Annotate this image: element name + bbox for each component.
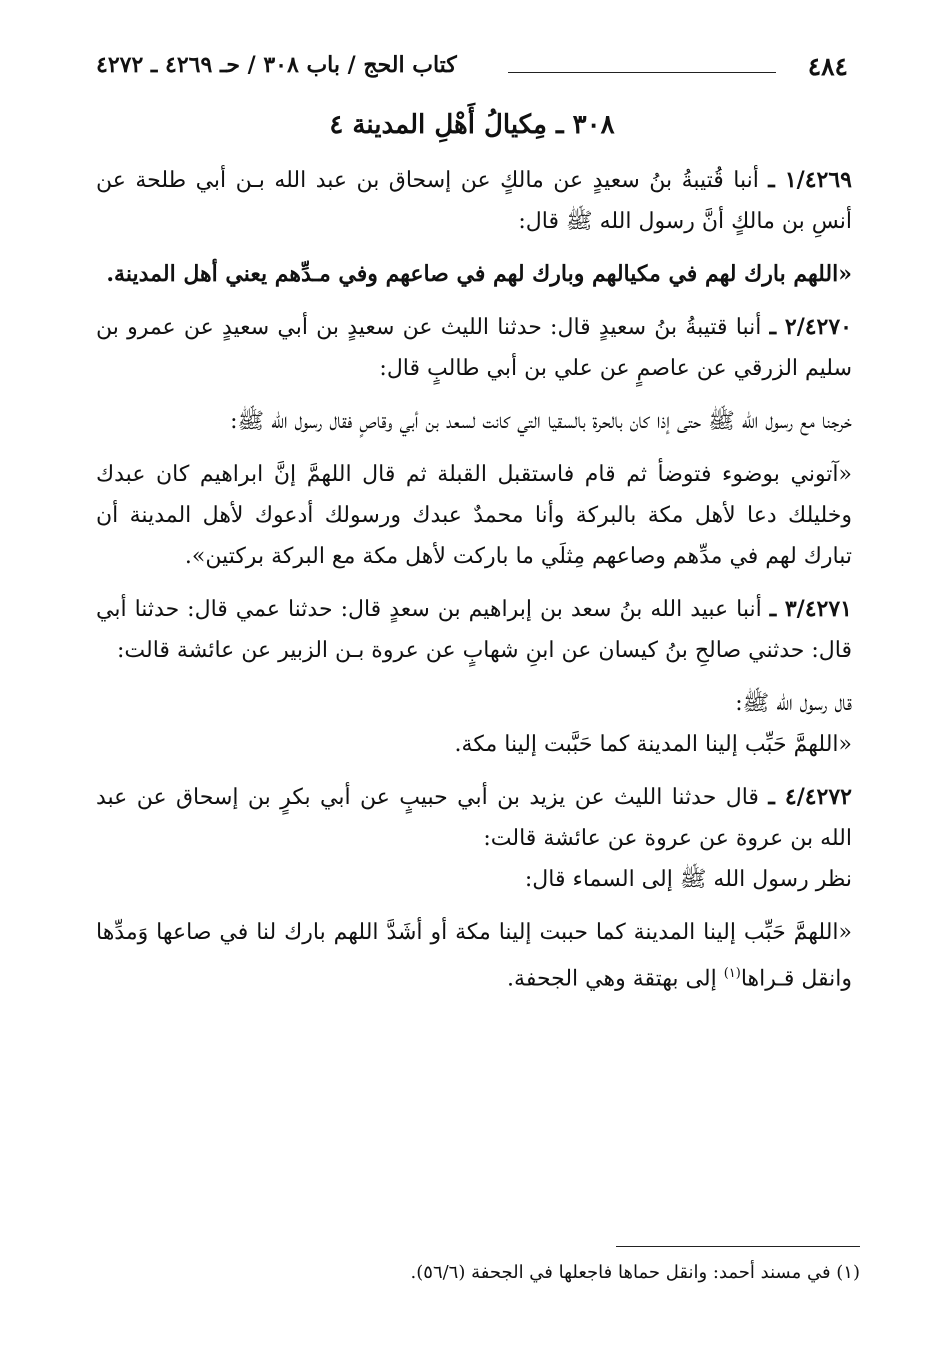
- hadith-number: ٣/٤٢٧١ ـ: [769, 596, 852, 622]
- narration-text: قال رسول الله ﷺ:: [735, 691, 852, 716]
- hadith-number: ٤/٤٢٧٢ ـ: [768, 784, 852, 810]
- hadith-isnad: [96, 777, 852, 859]
- matn-text: «اللهمَّ حَبِّب إلينا المدينة كما حببت إلينا مكة أو أشَدَّ اللهم بارك لنا في صاعها وَمدِّها وانقل قـراها: [96, 920, 852, 992]
- isnad-text: أنبا قُتيبةُ بنُ سعيدٍ عن مالكٍ عن إسحاق بن عبد الله بـن أبي طلحة عن أنسِ بن مالكٍ أنَّ رسول الله ﷺ قال:: [96, 168, 852, 234]
- narration-text: نظر رسول الله ﷺ إلى السماء قال:: [524, 867, 852, 892]
- hadith-number: ٢/٤٢٧٠ ـ: [769, 314, 852, 340]
- hadith-body: [96, 160, 852, 1011]
- matn-text-end: إلى بهتقة وهي الجحفة.: [507, 966, 724, 992]
- footnote-marker[interactable]: (١): [723, 966, 741, 981]
- hadith-matn: [96, 254, 852, 295]
- hadith-matn: [96, 724, 852, 765]
- isnad-text: أنبا عبيد الله بنُ سعد بن إبراهيم بن سعدٍ قال: حدثنا عمي قال: حدثنا أبي قال: حدثني صالحِ بنُ كيسان عن ابنِ شهابٍ عن عروة بـن الزبير عن عائشة قالت:: [96, 597, 852, 663]
- hadith-narration: [96, 401, 852, 442]
- page-header: [96, 52, 848, 92]
- hadith-number: ١/٤٢٦٩ ـ: [768, 167, 852, 193]
- header-rule: [508, 72, 776, 73]
- hadith-matn: [96, 912, 852, 999]
- hadith-isnad: [96, 307, 852, 389]
- page-number: ٤٨٤: [807, 52, 848, 81]
- matn-text: «آتوني بوضوء فتوضأ ثم قام فاستقبل القبلة ثم قال اللهمَّ إنَّ ابراهيم كان عبدك وخليلك دعا لأهل مكة بالبركة وأنا محمدٌ عبدك ورسولك أدعوك لأهل المدينة أن تبارك لهم في مدِّهم وصاعهم مِثلَي ما باركت لأهل مكة مع البركة بركتين».: [96, 462, 852, 569]
- footnote: (١) في مسند أحمد: وانقل حماها فاجعلها في الجحفة (٥٦/٦).: [410, 1262, 860, 1283]
- hadith-isnad: [96, 160, 852, 242]
- hadith-narration: [96, 859, 852, 900]
- hadith-matn: [96, 454, 852, 577]
- isnad-text: قال حدثنا الليث عن يزيد بن أبي حبيبٍ عن أبي بكرٍ بن إسحاق عن عبد الله بن عروة عن عروة عن عائشة قالت:: [96, 785, 852, 851]
- matn-text: «اللهم بارك لهم في مكيالهم وبارك لهم في صاعهم وفي مـدِّهم يعني أهل المدينة.: [106, 261, 852, 287]
- hadith-narration: [96, 683, 852, 724]
- footnote-rule: [616, 1246, 860, 1247]
- hadith-isnad: [96, 589, 852, 671]
- narration-text: خرجنا مع رسول الله ﷺ حتى إذا كان بالحرة بالسقيا التي كانت لسعد بن أبي وقاصٍ فقال رسول الله ﷺ:: [230, 409, 852, 434]
- chapter-title: ٣٠٨ ـ مِكيالُ أَهْلِ المدينة ٤: [329, 110, 615, 140]
- matn-text: «اللهمَّ حَبِّب إلينا المدينة كما حَبَّبت إلينا مكة.: [454, 732, 852, 757]
- running-title: كتاب الحج / باب ٣٠٨ / حـ ٤٢٦٩ ـ ٤٢٧٢: [96, 52, 457, 78]
- isnad-text: أنبا قتيبةُ بنُ سعيدٍ قال: حدثنا الليث عن سعيدٍ بن أبي سعيدٍ عن عمرو بن سليم الزرقي عن عاصمٍ عن علي بن أبي طالبٍ قال:: [96, 315, 852, 381]
